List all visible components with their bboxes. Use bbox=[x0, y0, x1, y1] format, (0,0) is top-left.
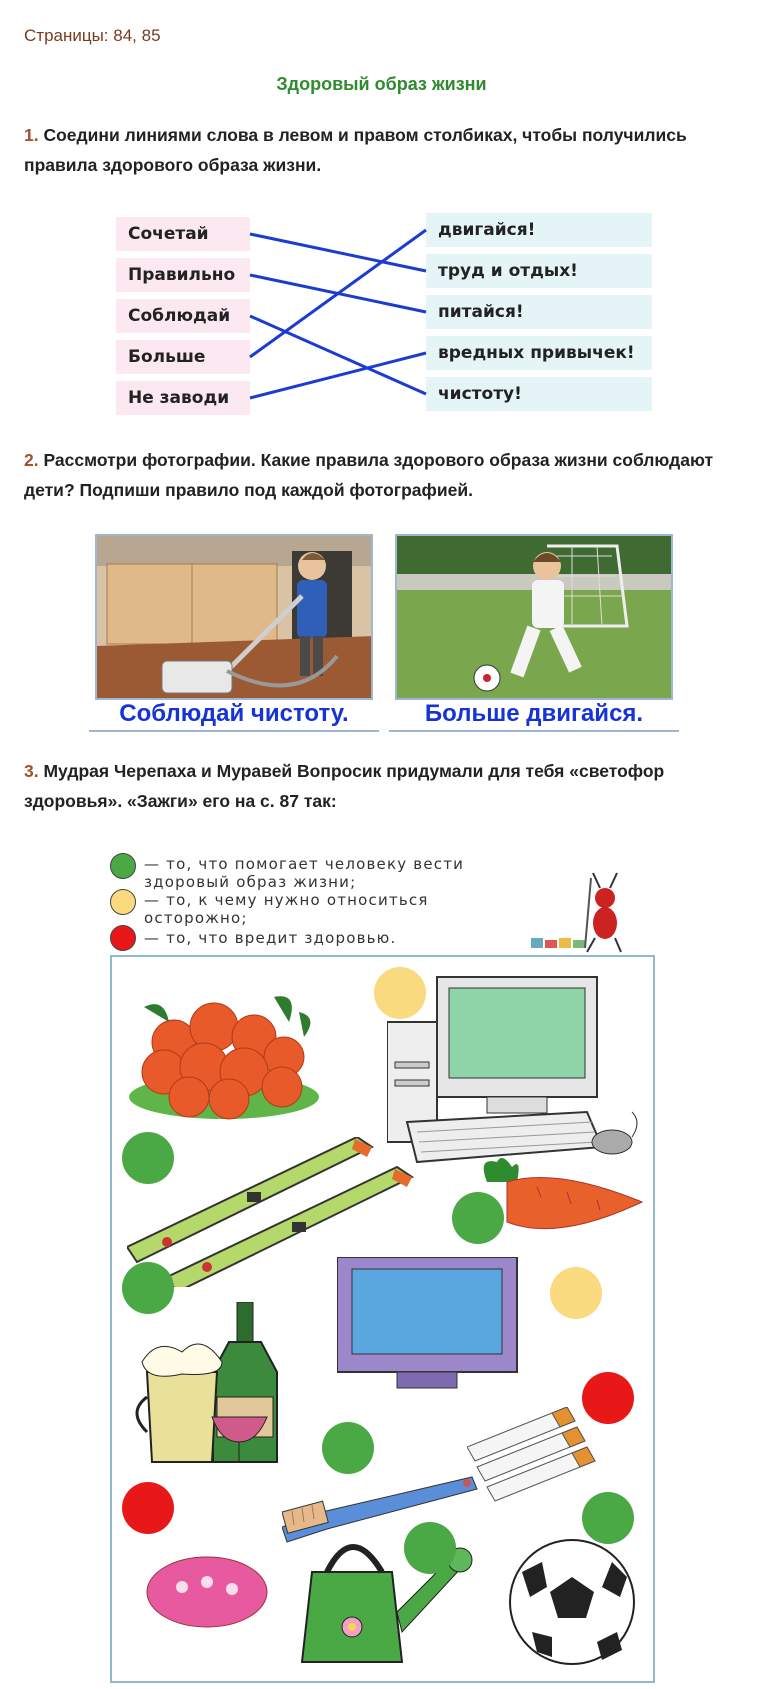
left-word-5: Не заводи bbox=[116, 381, 250, 415]
task3-text bbox=[24, 756, 724, 816]
pages-label: Страницы: 84, 85 bbox=[24, 26, 161, 45]
photo-vacuuming-boy bbox=[95, 534, 373, 700]
task3-instruction: Мудрая Черепаха и Муравей Вопросик придумали для тебя «светофор здоровья». «Зажги» его на с. 87 так: bbox=[24, 761, 665, 811]
alcohol-illustration bbox=[127, 1302, 297, 1472]
left-word-2: Правильно bbox=[116, 258, 250, 292]
task2-instruction: Рассмотри фотографии. Какие правила здорового образа жизни соблюдают дети? Подпиши правило под каждой фотографией. bbox=[24, 450, 714, 500]
carrot-illustration bbox=[477, 1152, 647, 1262]
left-word-3: Соблюдай bbox=[116, 299, 250, 333]
legend-red-dot bbox=[110, 925, 136, 951]
task3-number: 3. bbox=[24, 761, 39, 781]
ball-illustration bbox=[502, 1532, 642, 1672]
left-word-1: Сочетай bbox=[116, 217, 250, 251]
television-mark bbox=[550, 1267, 602, 1319]
cigarettes-mark bbox=[582, 1372, 634, 1424]
oranges-mark bbox=[122, 1132, 174, 1184]
caption-2: Больше двигайся. bbox=[389, 700, 679, 732]
task2-number: 2. bbox=[24, 450, 39, 470]
illustration-frame bbox=[110, 955, 655, 1683]
match-line-3 bbox=[250, 316, 426, 394]
matching-exercise bbox=[0, 0, 763, 420]
right-word-5: чистоту! bbox=[426, 377, 652, 411]
legend-yellow-dot bbox=[110, 889, 136, 915]
match-line-1 bbox=[250, 234, 426, 271]
right-word-2: труд и отдых! bbox=[426, 254, 652, 288]
watering-can-mark bbox=[404, 1522, 456, 1574]
right-word-1: двигайся! bbox=[426, 213, 652, 247]
cigarettes-illustration bbox=[467, 1407, 607, 1507]
legend-green-text: — то, что помогает человеку вести здоровый образ жизни; bbox=[144, 855, 465, 891]
ant-painter-illustration bbox=[525, 868, 635, 958]
computer-mark bbox=[374, 967, 426, 1019]
match-line-4 bbox=[250, 230, 426, 357]
carrot-mark bbox=[452, 1192, 504, 1244]
matching-lines bbox=[0, 0, 763, 420]
photo-football-boy bbox=[395, 534, 673, 700]
toothbrush-mark bbox=[322, 1422, 374, 1474]
legend-yellow-text: — то, к чему нужно относиться осторожно; bbox=[144, 891, 429, 927]
alcohol-mark bbox=[122, 1482, 174, 1534]
ball-mark bbox=[582, 1492, 634, 1544]
skis-mark bbox=[122, 1262, 174, 1314]
right-word-4: вредных привычек! bbox=[426, 336, 652, 370]
page-title: Здоровый образ жизни bbox=[276, 74, 487, 94]
legend-green-dot bbox=[110, 853, 136, 879]
match-line-5 bbox=[250, 353, 426, 398]
legend-red-text: — то, что вредит здоровью. bbox=[144, 929, 397, 947]
left-word-4: Больше bbox=[116, 340, 250, 374]
task2-text bbox=[24, 445, 724, 505]
task1-number: 1. bbox=[24, 125, 39, 145]
task1-instruction: Соедини линиями слова в левом и правом столбиках, чтобы получились правила здорового образа жизни. bbox=[24, 125, 687, 175]
television-illustration bbox=[337, 1257, 527, 1397]
soap-illustration bbox=[142, 1547, 272, 1637]
caption-1: Соблюдай чистоту. bbox=[89, 700, 379, 732]
oranges-illustration bbox=[124, 967, 324, 1127]
right-word-3: питайся! bbox=[426, 295, 652, 329]
